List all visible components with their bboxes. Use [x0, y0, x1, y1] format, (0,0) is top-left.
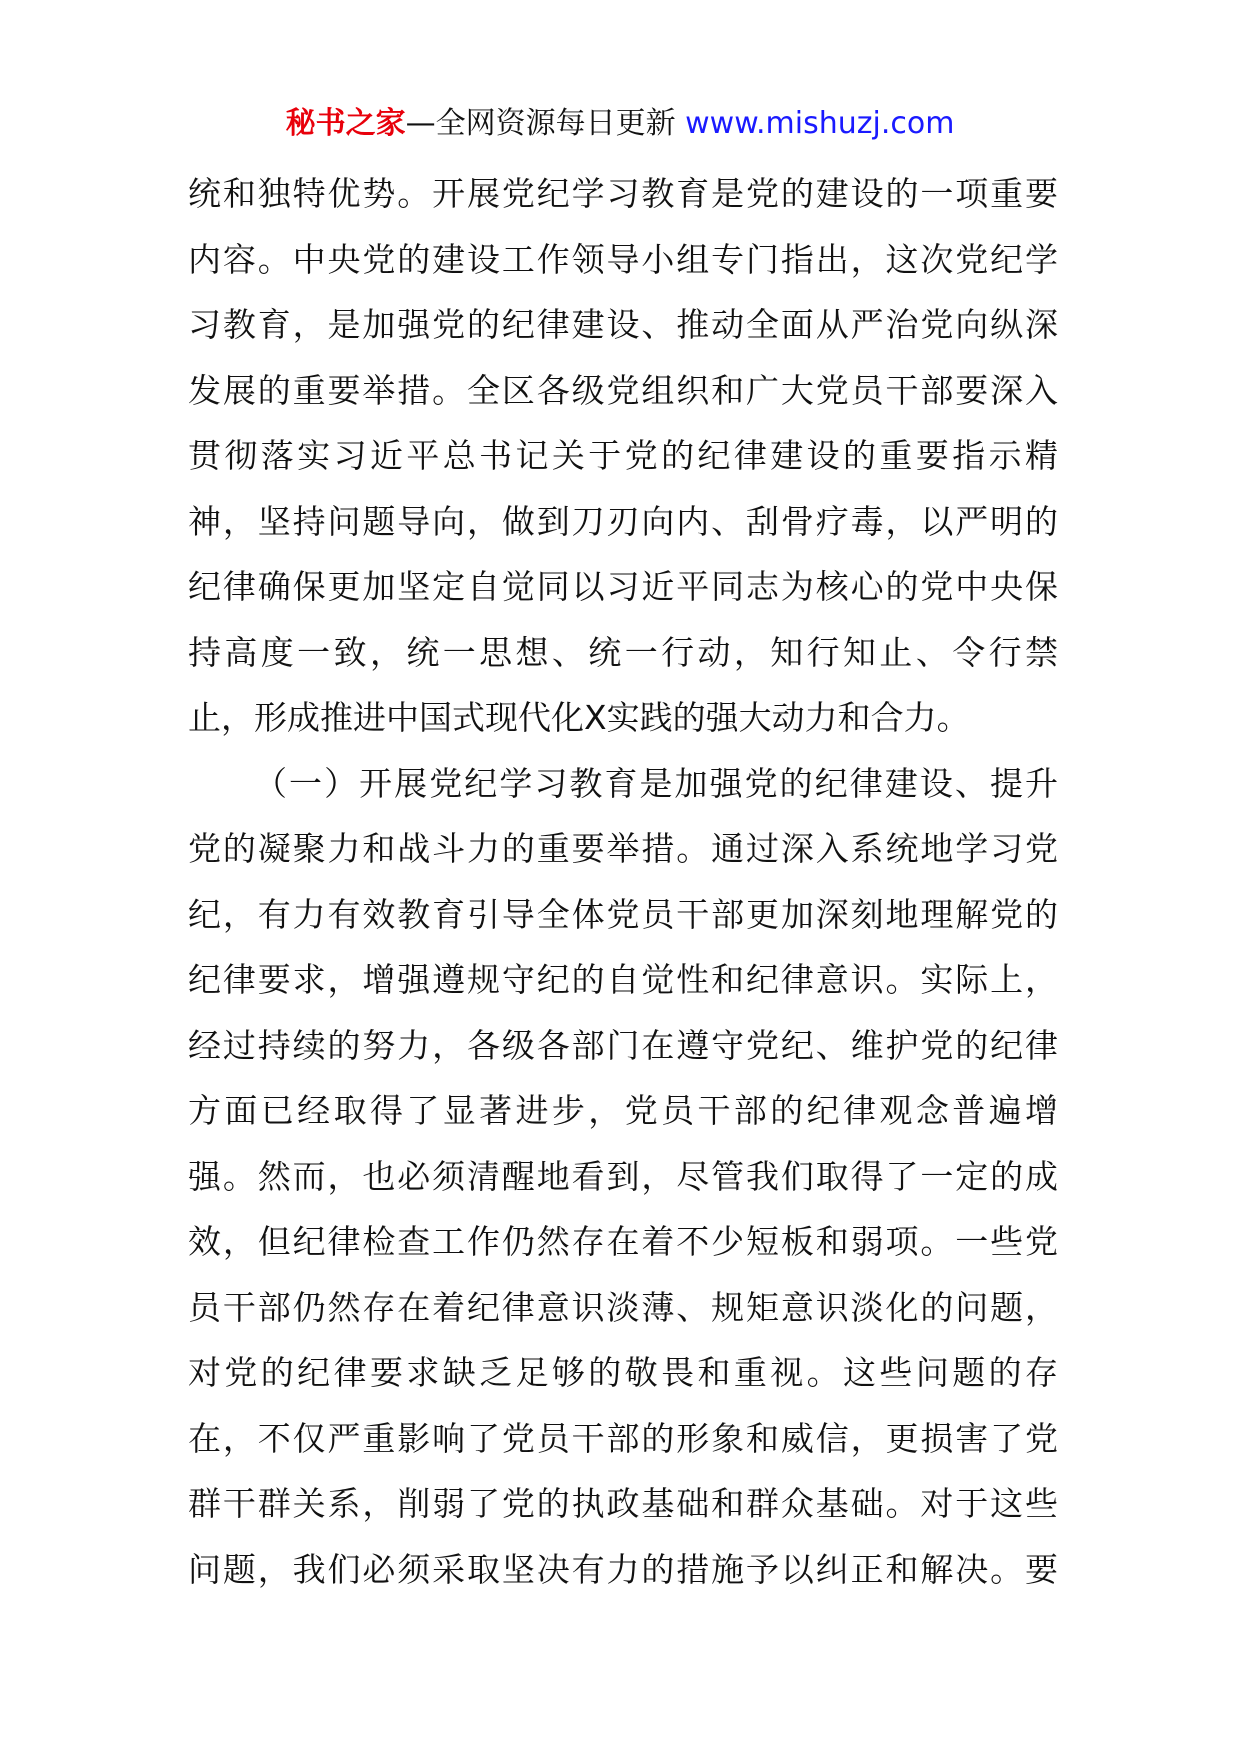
text-line: 经过持续的努力，各级各部门在遵守党纪、维护党的纪律 — [188, 1025, 1058, 1065]
text-line: 对党的纪律要求缺乏足够的敬畏和重视。这些问题的存 — [188, 1353, 1058, 1392]
text-line: 贯彻落实习近平总书记关于党的纪律建设的重要指示精 — [188, 436, 1058, 475]
text-line: 神，坚持问题导向，做到刀刃向内、刮骨疗毒，以严明的 — [188, 501, 1058, 541]
text-line: 止，形成推进中国式现代化X实践的强大动力和合力。 — [188, 698, 970, 737]
text-line: 发展的重要举措。全区各级党组织和广大党员干部要深入 — [188, 370, 1058, 410]
text-line: 纪律要求，增强遵规守纪的自觉性和纪律意识。实际上， — [188, 960, 1058, 999]
site-brand: 秘书之家 — [285, 106, 406, 141]
text-line: 纪律确保更加坚定自觉同以习近平同志为核心的党中央保 — [188, 567, 1058, 606]
text-line: 方面已经取得了显著进步，党员干部的纪律观念普遍增 — [188, 1091, 1058, 1130]
text-line: 内容。中央党的建设工作领导小组专门指出，这次党纪学 — [188, 239, 1058, 279]
document-body — [188, 161, 1058, 1602]
text-line: 习教育，是加强党的纪律建设、推动全面从严治党向纵深 — [188, 305, 1058, 344]
text-line: 在，不仅严重影响了党员干部的形象和威信，更损害了党 — [188, 1418, 1058, 1458]
text-line: 效，但纪律检查工作仍然存在着不少短板和弱项。一些党 — [188, 1222, 1058, 1261]
section-heading-line: （一）开展党纪学习教育是加强党的纪律建设、提升 — [254, 763, 1058, 803]
text-line: 强。然而，也必须清醒地看到，尽管我们取得了一定的成 — [188, 1156, 1058, 1196]
site-url-link[interactable]: www.mishuzj.com — [685, 106, 955, 141]
site-slogan: —全网资源每日更新 — [405, 106, 686, 141]
text-line: 问题，我们必须采取坚决有力的措施予以纠正和解决。要 — [188, 1549, 1058, 1589]
page-header — [0, 100, 1240, 148]
text-line: 员干部仍然存在着纪律意识淡薄、规矩意识淡化的问题， — [188, 1287, 1058, 1327]
text-line: 纪，有力有效教育引导全体党员干部更加深刻地理解党的 — [188, 894, 1058, 934]
text-line: 统和独特优势。开展党纪学习教育是党的建设的一项重要 — [188, 174, 1058, 213]
text-line: 持高度一致，统一思想、统一行动，知行知止、令行禁 — [188, 632, 1058, 672]
text-line: 群干群关系，削弱了党的执政基础和群众基础。对于这些 — [188, 1484, 1058, 1523]
text-line: 党的凝聚力和战斗力的重要举措。通过深入系统地学习党 — [188, 829, 1058, 868]
